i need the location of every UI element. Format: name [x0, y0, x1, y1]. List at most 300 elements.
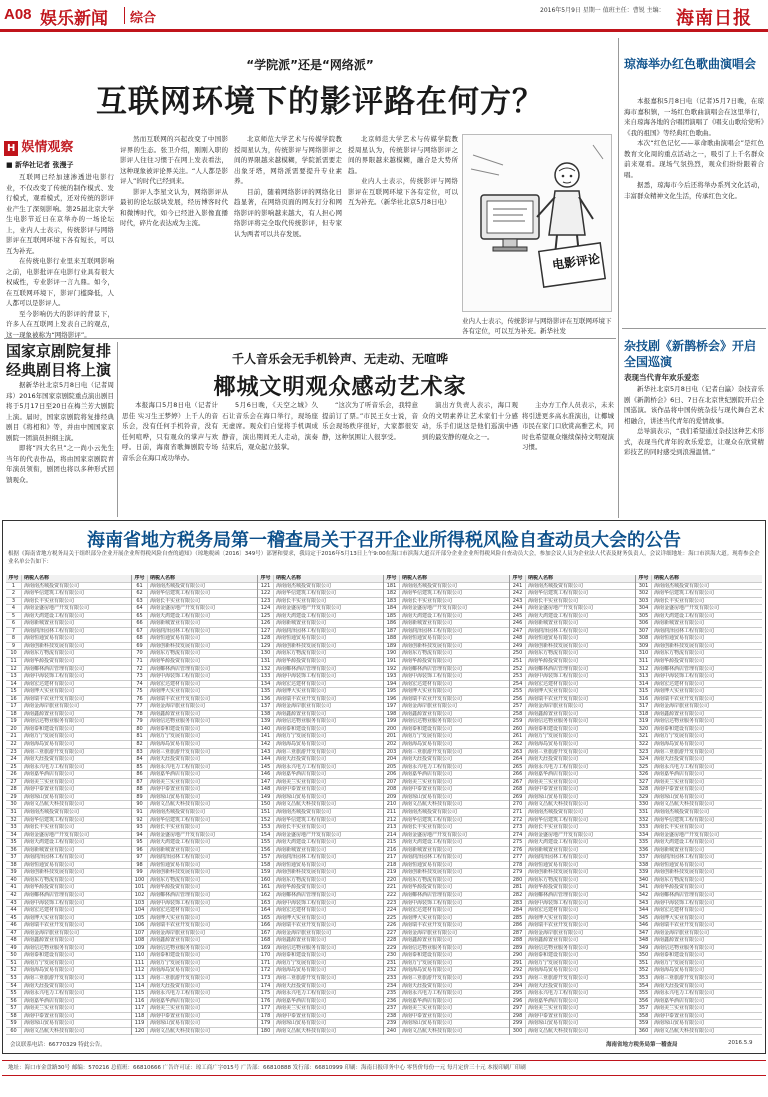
company-name: 海南椰林酒店管理有限公司 — [654, 891, 715, 898]
table-row — [384, 771, 509, 779]
row-number: 78 — [132, 711, 148, 718]
column-divider — [117, 342, 118, 517]
row-number: 208 — [384, 786, 400, 793]
table-row — [6, 817, 131, 825]
table-row — [384, 945, 509, 953]
table-row — [6, 786, 131, 794]
company-name: 海南华源投资有限公司 — [654, 884, 705, 891]
row-number: 9 — [6, 643, 22, 650]
company-name: 海南嘉华酒店有限公司 — [150, 771, 201, 778]
company-name: 海南华信建筑工程有限公司 — [276, 590, 337, 597]
row-number: 247 — [510, 628, 526, 635]
company-name: 海南金盛房地产开发有限公司 — [528, 831, 594, 838]
lead-paragraph: 互联网已经加速渗透进电影行业，不仅改变了传统的制作模式、发行模式，观看模式，还对传统的影评业产生了深刻影响。第25届北京大学生电影节近日在京举办的一场论坛上，业内人士表示，传统影评与网络影评在互联网环境下各有短长，可以互为补充。 — [6, 173, 114, 255]
row-number: 74 — [132, 681, 148, 688]
row-number: 258 — [510, 711, 526, 718]
table-row — [258, 635, 383, 643]
row-number: 51 — [6, 960, 22, 967]
row-number: 161 — [258, 884, 274, 891]
table-row — [132, 915, 257, 923]
table-row — [384, 756, 509, 764]
company-name: 海南金海岸旅业有限公司 — [528, 703, 584, 710]
table-row — [636, 658, 762, 666]
row-number: 260 — [510, 726, 526, 733]
row-number: 278 — [510, 862, 526, 869]
company-name: 海南新城置业有限公司 — [24, 846, 75, 853]
concert-column — [522, 400, 614, 516]
row-number: 145 — [258, 764, 274, 771]
row-number: 273 — [510, 824, 526, 831]
company-name: 海南华源投资有限公司 — [402, 658, 453, 665]
row-number: 187 — [384, 628, 400, 635]
row-number: 315 — [636, 688, 652, 695]
row-number: 183 — [384, 598, 400, 605]
row-number: 282 — [510, 892, 526, 899]
row-number: 199 — [384, 718, 400, 725]
row-number: 204 — [384, 756, 400, 763]
company-name: 海南美兰实业有限公司 — [24, 1005, 75, 1012]
concert-paragraph: 5月6日晚，《天空之城》久石让音乐会在海口举行，现场座无虚席。观众们自觉将手机调成静音，演出期间无人走动，演奏结束后，观众起立鼓掌。 — [222, 401, 318, 451]
company-name: 海南文昌航天科技有限公司 — [402, 1027, 463, 1034]
company-name: 海南文昌航天科技有限公司 — [24, 801, 85, 808]
row-number: 40 — [6, 877, 22, 884]
row-number: 157 — [258, 854, 274, 861]
company-name: 海南琼山贸易有限公司 — [276, 793, 327, 800]
company-name: 海南三亚旅游开发有限公司 — [402, 974, 463, 981]
table-row — [6, 915, 131, 923]
section-title: 娱乐新闻 — [40, 9, 108, 29]
row-number: 307 — [636, 628, 652, 635]
row-number: 350 — [636, 952, 652, 959]
company-name: 海南长丰实业有限公司 — [402, 597, 453, 604]
table-row — [6, 711, 131, 719]
company-name: 海南润泽园林工程有限公司 — [150, 627, 211, 634]
company-name: 海南新城置业有限公司 — [276, 620, 327, 627]
table-row — [6, 975, 131, 983]
table-row — [384, 628, 509, 636]
company-name: 海南新城置业有限公司 — [402, 620, 453, 627]
company-name: 海南鑫源置业有限公司 — [654, 710, 705, 717]
table-row — [258, 756, 383, 764]
company-name: 海南创新科技发展有限公司 — [528, 869, 589, 876]
company-name: 海南南杰城投资有限公司 — [402, 582, 458, 589]
table-row — [510, 666, 635, 674]
row-number: 271 — [510, 809, 526, 816]
row-number: 104 — [132, 907, 148, 914]
row-number: 134 — [258, 681, 274, 688]
row-number: 80 — [132, 726, 148, 733]
company-name: 海南博大实业有限公司 — [654, 914, 705, 921]
row-number: 138 — [258, 711, 274, 718]
row-number: 243 — [510, 598, 526, 605]
table-row — [384, 620, 509, 628]
qionghai-body — [624, 96, 764, 322]
table-row — [384, 960, 509, 968]
table-row — [132, 1028, 257, 1035]
company-name: 海南博大实业有限公司 — [402, 688, 453, 695]
row-number: 45 — [6, 915, 22, 922]
company-name: 海南琼山贸易有限公司 — [402, 1020, 453, 1027]
row-number: 85 — [132, 764, 148, 771]
row-number: 179 — [258, 1020, 274, 1027]
row-number: 195 — [384, 688, 400, 695]
company-name: 海南中泰置业有限公司 — [24, 786, 75, 793]
company-name: 海南长丰实业有限公司 — [150, 597, 201, 604]
table-row — [132, 990, 257, 998]
table-row — [636, 733, 762, 741]
table-row — [6, 922, 131, 930]
table-row — [258, 884, 383, 892]
company-name: 海南华信建筑工程有限公司 — [528, 816, 589, 823]
row-number: 98 — [132, 862, 148, 869]
company-name: 海南海岛贸易有限公司 — [276, 967, 327, 974]
table-row — [132, 907, 257, 915]
table-row — [510, 952, 635, 960]
row-number: 41 — [6, 884, 22, 891]
table-row — [258, 839, 383, 847]
company-name: 海南嘉华酒店有限公司 — [276, 997, 327, 1004]
table-row — [384, 590, 509, 598]
table-row — [636, 975, 762, 983]
table-row — [258, 907, 383, 915]
company-name: 海南鑫源置业有限公司 — [150, 710, 201, 717]
company-name: 海南海岛贸易有限公司 — [528, 741, 579, 748]
row-number: 224 — [384, 907, 400, 914]
company-name: 海南椰林酒店管理有限公司 — [528, 665, 589, 672]
company-name: 海南琼山贸易有限公司 — [528, 793, 579, 800]
table-row — [636, 650, 762, 658]
company-name: 海南长丰实业有限公司 — [654, 597, 705, 604]
table-row — [6, 952, 131, 960]
table-row — [132, 711, 257, 719]
row-number: 314 — [636, 681, 652, 688]
table-row — [384, 794, 509, 802]
company-name: 海南永兴电力工程有限公司 — [528, 763, 589, 770]
table-row — [384, 764, 509, 772]
company-name: 海南永兴电力工程有限公司 — [402, 990, 463, 997]
company-name: 海南鑫源置业有限公司 — [402, 937, 453, 944]
table-row — [384, 605, 509, 613]
company-name: 海南创新科技发展有限公司 — [402, 869, 463, 876]
company-name: 海南椰林酒店管理有限公司 — [528, 891, 589, 898]
row-number: 73 — [132, 673, 148, 680]
table-row — [636, 643, 762, 651]
company-name: 海南嘉华酒店有限公司 — [24, 997, 75, 1004]
table-row — [258, 673, 383, 681]
company-name: 海南恒通贸易有限公司 — [276, 635, 327, 642]
concert-paragraph: 主办方工作人员表示，未来将引进更多高水准演出，让椰城市民在家门口欣赏高雅艺术，同时也希望观众继续保持文明观演习惯。 — [522, 401, 614, 451]
row-number: 210 — [384, 801, 400, 808]
company-name: 海南华源投资有限公司 — [24, 884, 75, 891]
row-number: 152 — [258, 817, 274, 824]
row-number: 248 — [510, 635, 526, 642]
acrobatics-body — [624, 384, 764, 516]
table-row — [510, 786, 635, 794]
table-row — [132, 983, 257, 991]
table-row — [258, 779, 383, 787]
company-name: 海南宏达建材有限公司 — [276, 907, 327, 914]
table-row — [132, 628, 257, 636]
table-row — [132, 945, 257, 953]
row-number: 339 — [636, 869, 652, 876]
company-name: 海南瑞丰农业开发有限公司 — [528, 695, 589, 702]
row-number: 67 — [132, 628, 148, 635]
table-row — [6, 794, 131, 802]
company-name: 海南润泽园林工程有限公司 — [528, 627, 589, 634]
row-number: 15 — [6, 688, 22, 695]
row-number: 355 — [636, 990, 652, 997]
company-name: 海南恒通贸易有限公司 — [24, 635, 75, 642]
company-name: 海南东方物流有限公司 — [24, 876, 75, 883]
table-row — [510, 960, 635, 968]
company-name: 海南瑞丰农业开发有限公司 — [24, 922, 85, 929]
company-name: 海南南杰城投资有限公司 — [24, 808, 80, 815]
concert-headline: 椰城文明观众感动艺术家 — [213, 375, 467, 400]
row-number: 289 — [510, 945, 526, 952]
table-row — [258, 733, 383, 741]
lead-paragraph: 目前，随着网络影评的网络化日趋显著，在网络页面的网友打分和网络影评的影响越来越大，有人担心网络影评将完全取代传统影评，但专家认为两者可以共存发展。 — [234, 187, 342, 238]
notice-table-header — [258, 575, 383, 583]
company-name: 海南中泰置业有限公司 — [654, 1012, 705, 1019]
company-name: 海南鑫源置业有限公司 — [654, 937, 705, 944]
row-number: 126 — [258, 620, 274, 627]
row-number: 202 — [384, 741, 400, 748]
company-name: 海南天涯投资有限公司 — [402, 756, 453, 763]
row-number: 351 — [636, 960, 652, 967]
table-row — [636, 937, 762, 945]
table-row — [6, 749, 131, 757]
company-name: 海南嘉华酒店有限公司 — [402, 997, 453, 1004]
row-number: 70 — [132, 650, 148, 657]
row-number: 316 — [636, 696, 652, 703]
row-number: 214 — [384, 832, 400, 839]
company-name: 海南鑫源置业有限公司 — [276, 937, 327, 944]
company-name: 海南天鸿建设工程有限公司 — [402, 839, 463, 846]
table-row — [384, 613, 509, 621]
company-name: 海南嘉华酒店有限公司 — [150, 997, 201, 1004]
company-name: 海南美兰实业有限公司 — [528, 1005, 579, 1012]
row-number: 347 — [636, 930, 652, 937]
table-row — [384, 726, 509, 734]
cartoon-sign-text: 电影评论 — [551, 251, 601, 273]
table-row — [6, 605, 131, 613]
table-row — [258, 945, 383, 953]
table-row — [6, 847, 131, 855]
row-number: 325 — [636, 764, 652, 771]
row-number: 158 — [258, 862, 274, 869]
table-row — [636, 990, 762, 998]
company-name: 海南天涯投资有限公司 — [24, 982, 75, 989]
table-row — [258, 975, 383, 983]
row-number: 173 — [258, 975, 274, 982]
company-name: 海南天鸿建设工程有限公司 — [150, 612, 211, 619]
table-row — [384, 786, 509, 794]
row-number: 4 — [6, 605, 22, 612]
company-name: 海南创新科技发展有限公司 — [276, 642, 337, 649]
table-row — [510, 605, 635, 613]
company-name: 海南椰林酒店管理有限公司 — [276, 891, 337, 898]
company-name: 海南嘉华酒店有限公司 — [654, 771, 705, 778]
concert-paragraph: 本报海口5月8日电（记者计思佳 实习生王梦婷）上千人的音乐会，没有任何手机铃音，没有任何喧哗，只有观众的掌声与欢呼。日前，海南省歌舞剧院专场音乐会在海口成功举办。 — [122, 401, 218, 462]
company-name: 海南华信建筑工程有限公司 — [276, 816, 337, 823]
row-number: 287 — [510, 930, 526, 937]
section-divider — [124, 7, 125, 24]
row-number: 5 — [6, 613, 22, 620]
company-name: 海南天涯投资有限公司 — [654, 982, 705, 989]
header-number: 序号 — [636, 575, 652, 582]
row-number: 14 — [6, 681, 22, 688]
table-row — [258, 847, 383, 855]
table-row — [258, 620, 383, 628]
company-name: 海南海岛贸易有限公司 — [654, 967, 705, 974]
lead-byline: ■ 新华社记者 张漫子 — [6, 161, 74, 169]
company-name: 海南三亚旅游开发有限公司 — [150, 974, 211, 981]
company-name: 海南宏达建材有限公司 — [528, 680, 579, 687]
company-name: 海南新城置业有限公司 — [150, 620, 201, 627]
row-number: 28 — [6, 786, 22, 793]
row-number: 324 — [636, 756, 652, 763]
company-name: 海南南杰城投资有限公司 — [654, 808, 710, 815]
company-name: 海南华源投资有限公司 — [528, 884, 579, 891]
row-number: 263 — [510, 749, 526, 756]
company-name: 海南长丰实业有限公司 — [150, 824, 201, 831]
row-number: 297 — [510, 1005, 526, 1012]
company-name: 海南南杰城投资有限公司 — [654, 582, 710, 589]
company-name: 海南海岛贸易有限公司 — [654, 741, 705, 748]
row-number: 292 — [510, 967, 526, 974]
row-number: 39 — [6, 869, 22, 876]
company-name: 海南泰和建设有限公司 — [654, 952, 705, 959]
company-name: 海南中海装饰工程有限公司 — [402, 673, 463, 680]
table-row — [258, 1020, 383, 1028]
company-name: 海南金海岸旅业有限公司 — [654, 703, 710, 710]
table-row — [384, 930, 509, 938]
row-number: 137 — [258, 703, 274, 710]
company-name: 海南博大实业有限公司 — [654, 688, 705, 695]
company-name: 海南金盛房地产开发有限公司 — [528, 605, 594, 612]
table-row — [258, 749, 383, 757]
company-name: 海南中泰置业有限公司 — [24, 1012, 75, 1019]
table-row — [384, 741, 509, 749]
company-name: 海南信达物业服务有限公司 — [528, 718, 589, 725]
row-number: 352 — [636, 967, 652, 974]
table-row — [510, 703, 635, 711]
row-number: 235 — [384, 990, 400, 997]
company-name: 海南瑞丰农业开发有限公司 — [276, 922, 337, 929]
table-row — [6, 688, 131, 696]
company-name: 海南信达物业服务有限公司 — [402, 944, 463, 951]
row-number: 264 — [510, 756, 526, 763]
table-row — [510, 937, 635, 945]
lead-kicker: “学院派”还是“网络派” — [246, 58, 374, 72]
company-name: 海南金盛房地产开发有限公司 — [150, 831, 216, 838]
table-row — [510, 756, 635, 764]
company-name: 海南椰林酒店管理有限公司 — [402, 891, 463, 898]
row-number: 97 — [132, 854, 148, 861]
table-row — [132, 998, 257, 1006]
row-number: 107 — [132, 930, 148, 937]
table-row — [510, 673, 635, 681]
row-number: 115 — [132, 990, 148, 997]
row-number: 212 — [384, 817, 400, 824]
cartoon-drawing — [463, 135, 611, 311]
company-name: 海南恒通贸易有限公司 — [402, 861, 453, 868]
row-number: 71 — [132, 658, 148, 665]
company-name: 海南中泰置业有限公司 — [528, 1012, 579, 1019]
row-number: 92 — [132, 817, 148, 824]
table-row — [510, 658, 635, 666]
table-row — [384, 907, 509, 915]
company-name: 海南永兴电力工程有限公司 — [654, 763, 715, 770]
row-number: 221 — [384, 884, 400, 891]
table-row — [636, 590, 762, 598]
row-number: 311 — [636, 658, 652, 665]
table-row — [636, 817, 762, 825]
row-number: 333 — [636, 824, 652, 831]
row-number: 233 — [384, 975, 400, 982]
notice-table-column — [384, 575, 510, 1035]
notice-intro: 根据《海南省地方税务局关于组织部分企业开展企业所得税风险自查的通知》（琼地税函〔2016〕349号）部署和要求，我局定于2016年5月13日上午9:00在海口市滨海大道召开部分企业企业所得税风险自查动员大会，参加会议人员为企业法人代表及财务负责人，会议详细地址：海口市滨海大道。现将参会企业名单公告如下： — [8, 551, 760, 565]
header-name: 纳税人名称 — [402, 575, 428, 581]
table-row — [6, 998, 131, 1006]
company-name: 海南博大实业有限公司 — [276, 688, 327, 695]
table-row — [510, 688, 635, 696]
table-row — [132, 681, 257, 689]
table-row — [258, 809, 383, 817]
table-row — [132, 975, 257, 983]
table-row — [258, 613, 383, 621]
row-number: 342 — [636, 892, 652, 899]
row-number: 359 — [636, 1020, 652, 1027]
table-row — [6, 643, 131, 651]
table-row — [636, 915, 762, 923]
row-number: 239 — [384, 1020, 400, 1027]
company-name: 海南椰林酒店管理有限公司 — [150, 665, 211, 672]
row-number: 163 — [258, 900, 274, 907]
company-name: 海南文昌航天科技有限公司 — [654, 1027, 715, 1034]
table-row — [636, 779, 762, 787]
company-name: 海南天鸿建设工程有限公司 — [528, 612, 589, 619]
company-name: 海南中海装饰工程有限公司 — [276, 899, 337, 906]
row-number: 217 — [384, 854, 400, 861]
row-number: 22 — [6, 741, 22, 748]
row-number: 285 — [510, 915, 526, 922]
row-number: 223 — [384, 900, 400, 907]
company-name: 海南万宁发展有限公司 — [402, 959, 453, 966]
table-row — [510, 726, 635, 734]
row-number: 222 — [384, 892, 400, 899]
company-name: 海南东方物流有限公司 — [402, 650, 453, 657]
row-number: 106 — [132, 922, 148, 929]
company-name: 海南天鸿建设工程有限公司 — [276, 839, 337, 846]
table-row — [258, 869, 383, 877]
table-row — [6, 937, 131, 945]
table-row — [510, 635, 635, 643]
company-name: 海南博大实业有限公司 — [150, 688, 201, 695]
row-number: 237 — [384, 1005, 400, 1012]
row-number: 312 — [636, 666, 652, 673]
row-number: 334 — [636, 832, 652, 839]
row-number: 215 — [384, 839, 400, 846]
table-row — [636, 771, 762, 779]
table-row — [384, 658, 509, 666]
row-number: 120 — [132, 1028, 148, 1035]
company-name: 海南创新科技发展有限公司 — [654, 869, 715, 876]
company-name: 海南金海岸旅业有限公司 — [24, 929, 80, 936]
table-row — [636, 673, 762, 681]
table-row — [6, 613, 131, 621]
table-row — [636, 907, 762, 915]
